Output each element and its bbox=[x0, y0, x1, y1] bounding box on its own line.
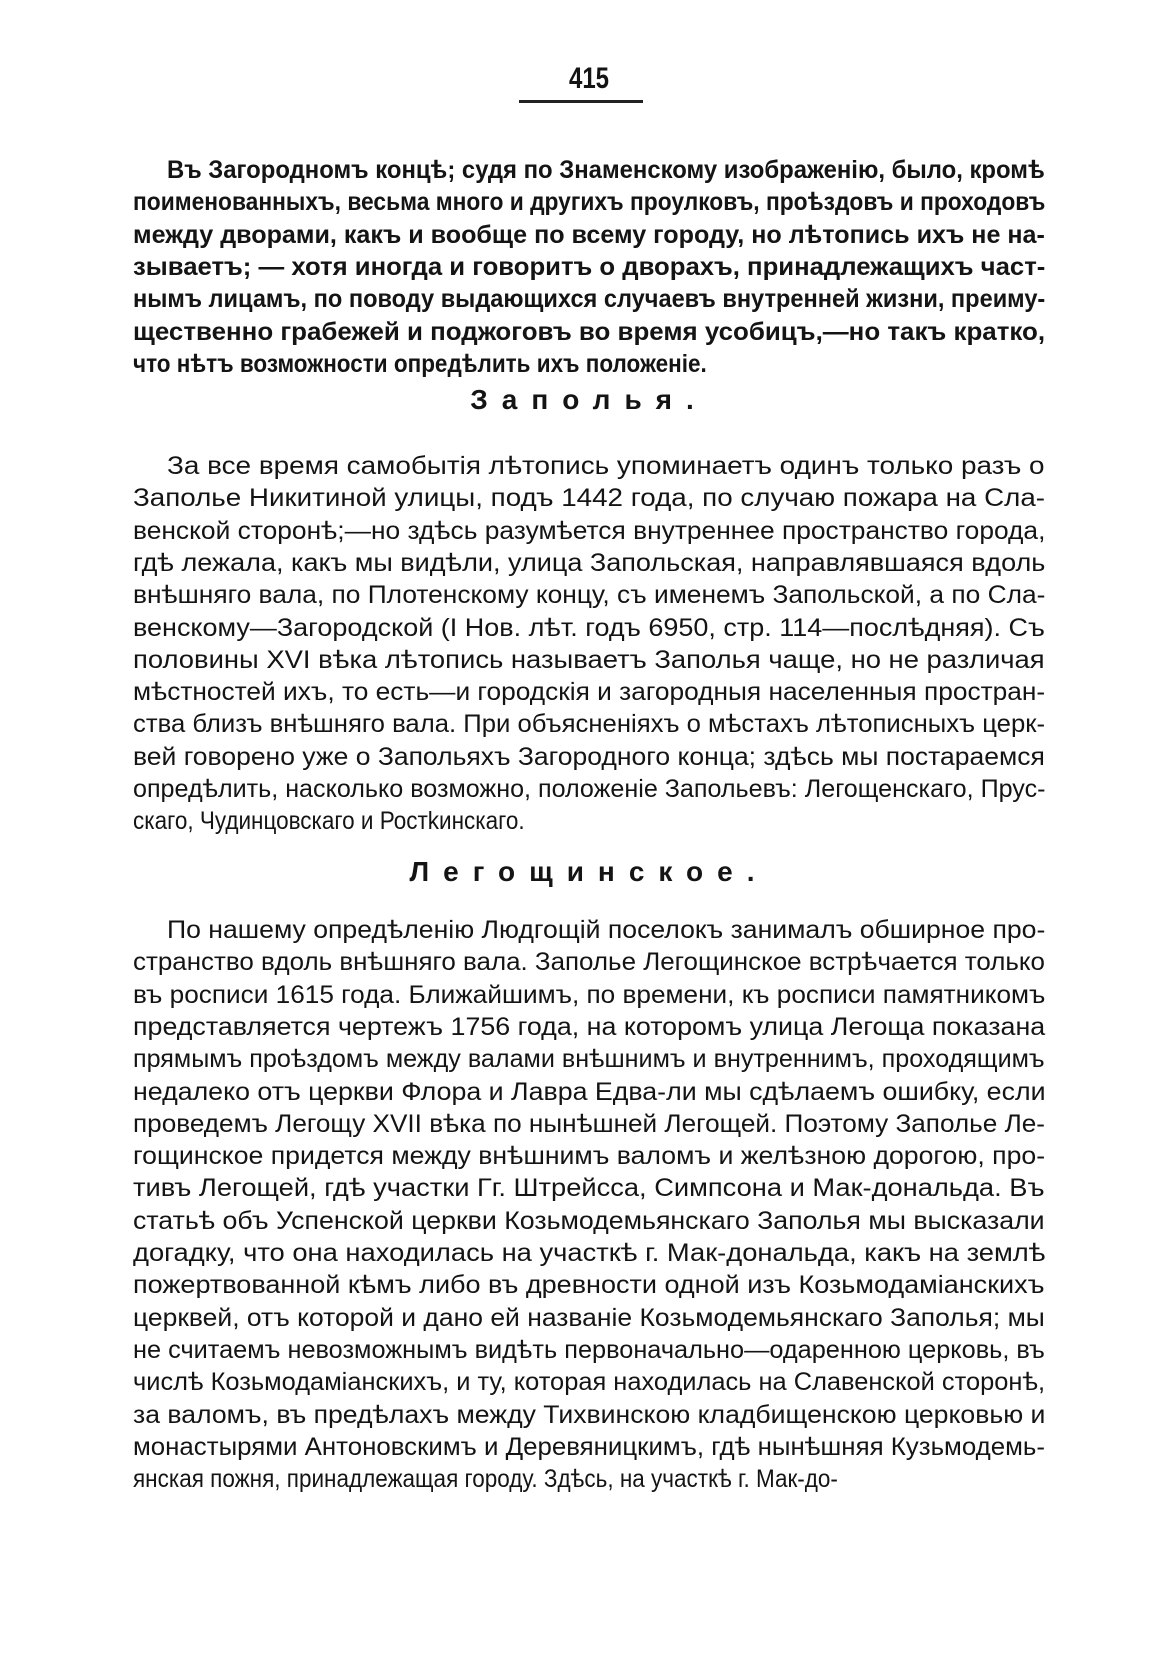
text-line: между дворами, какъ и вообще по всему городу, но лѣтопись ихъ не на- bbox=[133, 220, 1045, 249]
text-line: прямымъ проѣздомъ между валами внѣшнимъ и внутреннимъ, проходящимъ bbox=[133, 1045, 1045, 1074]
text-line: проведемъ Легощу XVII вѣка по нынѣшней Легощей. Поэтому Заполье Ле- bbox=[133, 1109, 1046, 1138]
text-line: пожертвованной кѣмъ либо въ древности одной изъ Козьмодаміанскихъ bbox=[133, 1271, 1045, 1300]
text-line: зываетъ; — хотя иногда и говоритъ о дворахъ, принадлежащихъ част- bbox=[133, 252, 1046, 281]
text-line: гощинское придется между внѣшнимъ валомъ и желѣзною дорогою, про- bbox=[133, 1142, 1046, 1171]
text-line: тивъ Легощей, гдѣ участки Гг. Штрейсса, Симпсона и Мак-дональда. Въ bbox=[133, 1174, 1045, 1203]
text-line: странство вдоль внѣшняго вала. Заполье Легощинское встрѣчается только bbox=[133, 948, 1045, 977]
text-line: недалеко отъ церкви Флора и Лавра Едва-ли мы сдѣлаемъ ошибку, если bbox=[133, 1077, 1046, 1106]
text-line: венской сторонѣ;—но здѣсь разумѣется внутреннее пространство города, bbox=[133, 516, 1046, 545]
text-line: половины XVI вѣка лѣтопись называетъ Заполья чаще, но не различая bbox=[133, 645, 1045, 674]
text-line: ства близъ внѣшняго вала. При объясненіяхъ о мѣстахъ лѣтописныхъ церк- bbox=[133, 710, 1046, 739]
text-line: нымъ лицамъ, по поводу выдающихся случаевъ внутренней жизни, преиму- bbox=[133, 285, 1046, 314]
text-line: числѣ Козьмодаміанскихъ, и ту, которая находилась на Славенской сторонѣ, bbox=[133, 1368, 1046, 1397]
text-line: поименованныхъ, весьма много и другихъ проулковъ, проѣздовъ и проходовъ bbox=[133, 188, 1046, 217]
text-line: По нашему опредѣленію Людгощій поселокъ занималъ обширное про- bbox=[167, 916, 1046, 944]
text-line: Въ Загородномъ концѣ; судя по Знаменскому изображенію, было, кромѣ bbox=[167, 156, 1045, 184]
text-line: что нѣтъ возможности опредѣлить ихъ положеніе. bbox=[133, 349, 707, 378]
section-heading-zapolya: Заполья. bbox=[470, 384, 708, 415]
text-line: вей говорено уже о Запольяхъ Загородного конца; здѣсь мы постараемся bbox=[133, 742, 1045, 771]
text-line: статьѣ объ Успенской церкви Козьмодемьянскаго Заполья мы высказали bbox=[133, 1206, 1045, 1235]
text-line: внѣшняго вала, по Плотенскому концу, съ именемъ Запольской, а по Сла- bbox=[133, 581, 1046, 610]
text-line: мѣстностей ихъ, то есть—и городскія и загородныя населенныя простран- bbox=[133, 678, 1046, 707]
text-line: монастырями Антоновскимъ и Деревяницкимъ, гдѣ нынѣшняя Кузьмодемь- bbox=[133, 1432, 1045, 1461]
text-line: янская пожня, принадлежащая городу. Здѣсь, на участкѣ г. Мак-до- bbox=[133, 1465, 838, 1494]
text-line: щественно грабежей и поджоговъ во время усобицъ,—но такъ кратко, bbox=[133, 317, 1046, 346]
page-number: 415 bbox=[568, 62, 610, 95]
page-number-rule bbox=[519, 100, 643, 103]
text-line: представляется чертежъ 1756 года, на которомъ улица Легоща показана bbox=[133, 1012, 1046, 1041]
text-line: за валомъ, въ предѣлахъ между Тихвинскою кладбищенскою церковью и bbox=[133, 1400, 1046, 1429]
text-line: опредѣлить, насколько возможно, положеніе Запольевъ: Легощенскаго, Прус- bbox=[133, 775, 1046, 803]
text-line: догадку, что она находилась на участкѣ г. Мак-дональда, какъ на землѣ bbox=[133, 1239, 1046, 1267]
text-line: скаго, Чудинцовскаго и Ростkинскаго. bbox=[133, 807, 525, 836]
text-line: не считаемъ невозможнымъ видѣть первоначально—одаренною церковь, въ bbox=[133, 1335, 1045, 1364]
text-line: венскому—Загородской (I Нов. лѣт. годъ 6950, стр. 114—послѣдняя). Съ bbox=[133, 613, 1045, 642]
text-line: За все время самобытія лѣтопись упоминаетъ одинъ только разъ о bbox=[167, 452, 1045, 480]
text-line: Заполье Никитиной улицы, подъ 1442 года, по случаю пожара на Сла- bbox=[133, 484, 1046, 513]
text-line: гдѣ лежала, какъ мы видѣли, улица Запольская, направлявшаяся вдоль bbox=[133, 548, 1046, 577]
text-line: церквей, отъ которой и дано ей названіе Козьмодемьянскаго Заполья; мы bbox=[133, 1303, 1045, 1332]
section-heading-legoshchinskoe: Легощинское. bbox=[409, 856, 769, 887]
text-line: въ росписи 1615 года. Ближайшимъ, по времени, къ росписи памятникомъ bbox=[133, 980, 1046, 1009]
